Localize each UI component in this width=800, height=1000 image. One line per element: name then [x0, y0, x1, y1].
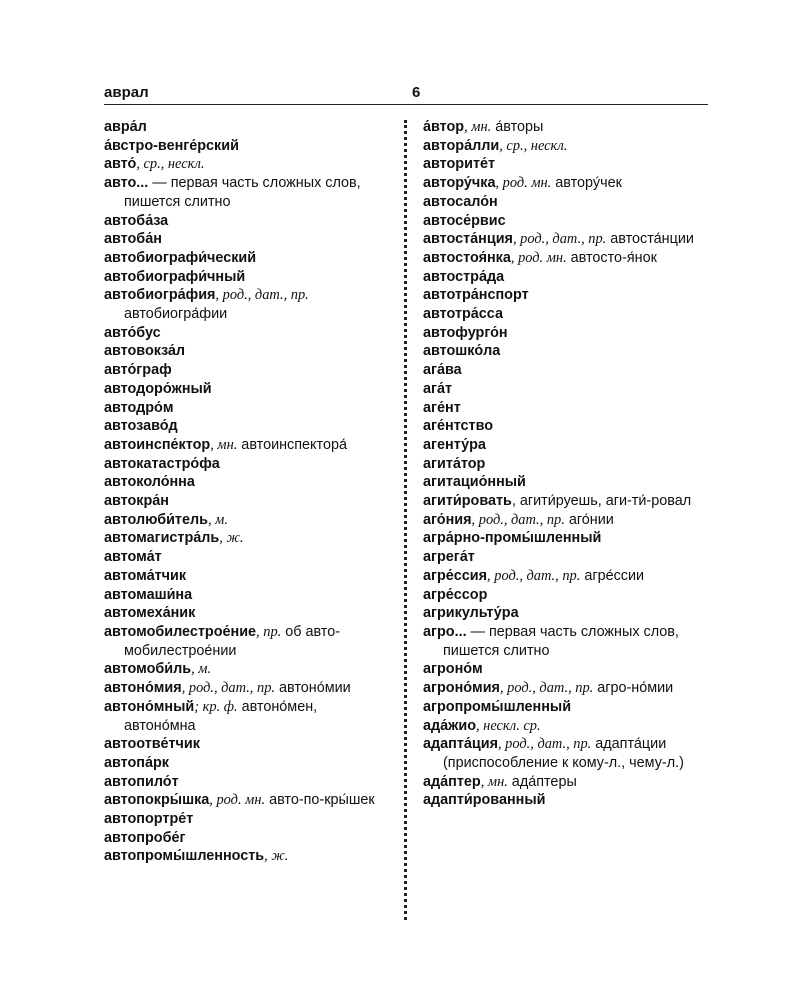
grammar-note: , нескл. ср. — [475, 717, 541, 734]
headword: автосе́рвис — [423, 212, 506, 229]
headword: агропромы́шленный — [423, 698, 572, 715]
headword: автоба́н — [104, 231, 162, 248]
entry-text: об авто-мобилестрое́нии — [124, 623, 341, 659]
headword: автодоро́жный — [104, 380, 212, 397]
dictionary-entry — [104, 679, 392, 698]
entry-text: — первая часть сложных слов, пишется слитно — [124, 175, 361, 210]
headword: агроно́мия — [423, 680, 500, 697]
dictionary-entry — [104, 324, 392, 343]
dictionary-entry — [423, 417, 711, 436]
headword: агита́тор — [423, 455, 486, 472]
dictionary-entry — [104, 174, 392, 211]
headword: агроно́м — [423, 661, 483, 678]
entry-text: авто-по-кры́шек — [265, 792, 375, 809]
dictionary-entry — [423, 174, 711, 193]
dictionary-entry — [423, 773, 711, 792]
headword: ага́т — [423, 380, 453, 397]
dictionary-entry — [423, 361, 711, 380]
headword: агитацио́нный — [423, 474, 526, 491]
dictionary-entry — [423, 118, 711, 137]
grammar-note: , род. мн. — [209, 792, 266, 809]
grammar-note: , род., дат., пр. — [497, 736, 592, 753]
dictionary-entry — [423, 286, 711, 305]
dictionary-entry — [104, 118, 392, 137]
dictionary-entry — [423, 305, 711, 324]
headword: авто́бус — [104, 324, 161, 341]
headword: автобиогра́фия — [104, 287, 216, 304]
headword: автоно́мный — [104, 698, 195, 715]
headword: автопортре́т — [104, 811, 194, 828]
headword: автоба́за — [104, 212, 169, 229]
grammar-note: , род., дат., пр. — [499, 680, 594, 697]
left-column — [104, 118, 392, 866]
entry-text: автору́чек — [551, 175, 622, 192]
headword: аге́нтство — [423, 418, 494, 435]
dictionary-entry — [423, 193, 711, 212]
dictionary-entry — [104, 399, 392, 418]
running-head — [104, 84, 708, 104]
headword: а́встро-венге́рский — [104, 137, 239, 154]
dictionary-entry — [423, 548, 711, 567]
dictionary-entry — [104, 810, 392, 829]
dictionary-entry — [423, 380, 711, 399]
headword: автобиографи́чный — [104, 268, 246, 285]
running-headword: аврал — [104, 84, 149, 101]
headword: ада́птер — [423, 773, 481, 790]
headword: автофурго́н — [423, 324, 508, 341]
headword: агенту́ра — [423, 436, 486, 453]
dictionary-entry — [104, 286, 392, 323]
headword: автобиографи́ческий — [104, 249, 257, 266]
dictionary-entry — [104, 137, 392, 156]
header-rule — [104, 104, 708, 105]
dictionary-entry — [104, 249, 392, 268]
grammar-note: , м. — [207, 511, 228, 528]
grammar-note: , род., дат., пр. — [471, 511, 565, 528]
headword: автопа́рк — [104, 754, 169, 771]
dictionary-entry — [423, 155, 711, 174]
dictionary-entry — [104, 511, 392, 530]
dictionary-entry — [104, 754, 392, 773]
entry-text: автобиогра́фии — [124, 306, 228, 323]
headword: автомобилестрое́ние — [104, 623, 257, 640]
dictionary-entry — [423, 660, 711, 679]
headword: автокатастро́фа — [104, 455, 220, 472]
dictionary-entry — [423, 473, 711, 492]
dictionary-entry — [104, 567, 392, 586]
headword: автосало́н — [423, 193, 498, 210]
headword: автоколо́нна — [104, 474, 195, 491]
headword: автокра́н — [104, 493, 169, 510]
dictionary-entry — [104, 529, 392, 548]
headword: агро... — [423, 623, 467, 640]
headword: автоотве́тчик — [104, 736, 200, 753]
dictionary-entry — [423, 604, 711, 623]
headword: агра́рно-промы́шленный — [423, 530, 602, 547]
dictionary-entry — [104, 268, 392, 287]
entry-text: автосто-я́нок — [566, 249, 657, 266]
right-column — [423, 118, 711, 810]
headword: авто... — [104, 175, 149, 192]
headword: автотра́нспорт — [423, 287, 529, 304]
headword: автопромы́шленность — [104, 848, 265, 865]
dictionary-entry — [423, 268, 711, 287]
dictionary-entry — [423, 586, 711, 605]
grammar-note: , ср., нескл. — [499, 137, 568, 154]
grammar-note: ; кр. ф. — [194, 698, 238, 715]
headword: автоинспе́ктор — [104, 436, 211, 453]
headword: адапти́рованный — [423, 792, 546, 809]
dictionary-entry — [423, 492, 711, 511]
dictionary-entry — [423, 698, 711, 717]
grammar-note: , мн. — [464, 119, 492, 135]
entry-text: — первая часть сложных слов, пишется слитно — [443, 623, 679, 659]
dictionary-entry — [423, 342, 711, 361]
headword: авторите́т — [423, 156, 496, 173]
grammar-note: , ср., нескл. — [136, 156, 205, 173]
headword: авто́граф — [104, 362, 172, 379]
headword: автомагистра́ль — [104, 530, 220, 547]
dictionary-entry — [104, 623, 392, 660]
headword: автовокза́л — [104, 343, 186, 360]
dictionary-entry — [104, 847, 392, 866]
grammar-note: , род., дат., пр. — [512, 231, 607, 248]
headword: автома́т — [104, 549, 162, 566]
dictionary-entry — [423, 735, 711, 772]
dictionary-entry — [104, 829, 392, 848]
entry-text: автоста́нции — [606, 231, 694, 248]
dictionary-entry — [104, 586, 392, 605]
dictionary-entry — [423, 529, 711, 548]
dictionary-entry — [104, 342, 392, 361]
grammar-note: , род. мн. — [510, 249, 567, 266]
headword: а́втор — [423, 119, 465, 135]
headword: ада́жио — [423, 717, 476, 734]
dictionary-entry — [423, 137, 711, 156]
headword: автомеха́ник — [104, 605, 196, 622]
grammar-note: , мн. — [210, 436, 238, 453]
dictionary-entry — [104, 773, 392, 792]
dictionary-entry — [423, 679, 711, 698]
dictionary-entry — [423, 623, 711, 660]
dictionary-entry — [104, 604, 392, 623]
headword: автотра́сса — [423, 306, 503, 323]
dictionary-entry — [104, 455, 392, 474]
headword: автопокры́шка — [104, 792, 210, 809]
grammar-note: , род., дат., пр. — [487, 567, 581, 584]
entry-text: аго́нии — [564, 511, 614, 528]
dictionary-entry — [423, 230, 711, 249]
dictionary-entry — [104, 548, 392, 567]
entry-text: агро-но́мии — [593, 680, 674, 697]
grammar-note: , род. мн. — [495, 175, 552, 192]
headword: автома́тчик — [104, 567, 187, 584]
headword: автоно́мия — [104, 680, 182, 697]
dictionary-entry — [104, 492, 392, 511]
headword: агити́ровать — [423, 493, 512, 510]
dictionary-entry — [104, 698, 392, 735]
headword: автостоя́нка — [423, 249, 511, 266]
headword: автодро́м — [104, 399, 174, 416]
headword: аго́ния — [423, 511, 472, 528]
headword: автопробе́г — [104, 829, 186, 846]
entry-text: автоно́мен, автоно́мна — [124, 698, 318, 734]
entry-text: агре́ссии — [580, 567, 645, 584]
headword: агрега́т — [423, 549, 475, 566]
dictionary-entry — [104, 212, 392, 231]
headword: ага́ва — [423, 362, 462, 379]
dictionary-entry — [104, 473, 392, 492]
grammar-note: , мн. — [480, 773, 508, 790]
dictionary-entry — [423, 249, 711, 268]
headword: автору́чка — [423, 175, 496, 192]
headword: автоста́нция — [423, 231, 513, 248]
dictionary-entry — [104, 155, 392, 174]
page-number: 6 — [412, 84, 421, 101]
headword: агре́ссия — [423, 567, 488, 584]
headword: аге́нт — [423, 399, 461, 416]
headword: авра́л — [104, 119, 147, 135]
grammar-note: , пр. — [256, 623, 282, 640]
entry-text: автоинспектора́ — [237, 436, 347, 453]
headword: агрикульту́ра — [423, 605, 519, 622]
headword: автошко́ла — [423, 343, 501, 360]
dictionary-entry — [104, 660, 392, 679]
dictionary-entry — [104, 436, 392, 455]
column-divider — [404, 120, 407, 920]
dictionary-entry — [423, 324, 711, 343]
grammar-note: , м. — [191, 661, 212, 678]
dictionary-entry — [104, 417, 392, 436]
headword: авто́ — [104, 156, 137, 173]
dictionary-entry — [423, 212, 711, 231]
headword: автозаво́д — [104, 418, 178, 435]
dictionary-entry — [423, 455, 711, 474]
headword: автомоби́ль — [104, 661, 192, 678]
dictionary-entry — [423, 791, 711, 810]
dictionary-entry — [423, 511, 711, 530]
headword: агре́ссор — [423, 586, 488, 603]
headword: автора́лли — [423, 137, 500, 154]
grammar-note: , ж. — [219, 530, 244, 547]
dictionary-entry — [423, 399, 711, 418]
dictionary-entry — [104, 230, 392, 249]
dictionary-entry — [104, 361, 392, 380]
dictionary-entry — [423, 717, 711, 736]
entry-text: , агити́руешь, аги-ти́-ровал — [511, 493, 692, 510]
dictionary-entry — [423, 436, 711, 455]
headword: автомаши́на — [104, 586, 193, 603]
dictionary-entry — [104, 380, 392, 399]
dictionary-entry — [423, 567, 711, 586]
entry-text: ада́птеры — [507, 773, 577, 790]
grammar-note: , ж. — [264, 848, 289, 865]
grammar-note: , род., дат., пр. — [215, 287, 309, 304]
headword: адапта́ция — [423, 736, 498, 753]
grammar-note: , род., дат., пр. — [181, 680, 275, 697]
dictionary-entry — [104, 735, 392, 754]
headword: автопило́т — [104, 773, 179, 790]
entry-text: автоно́мии — [274, 680, 351, 697]
entry-text: а́вторы — [491, 119, 544, 135]
headword: автолюби́тель — [104, 511, 208, 528]
headword: автостра́да — [423, 268, 505, 285]
dictionary-entry — [104, 791, 392, 810]
entry-text: адапта́ции (приспособление к кому-л., чему-л.) — [443, 736, 684, 771]
